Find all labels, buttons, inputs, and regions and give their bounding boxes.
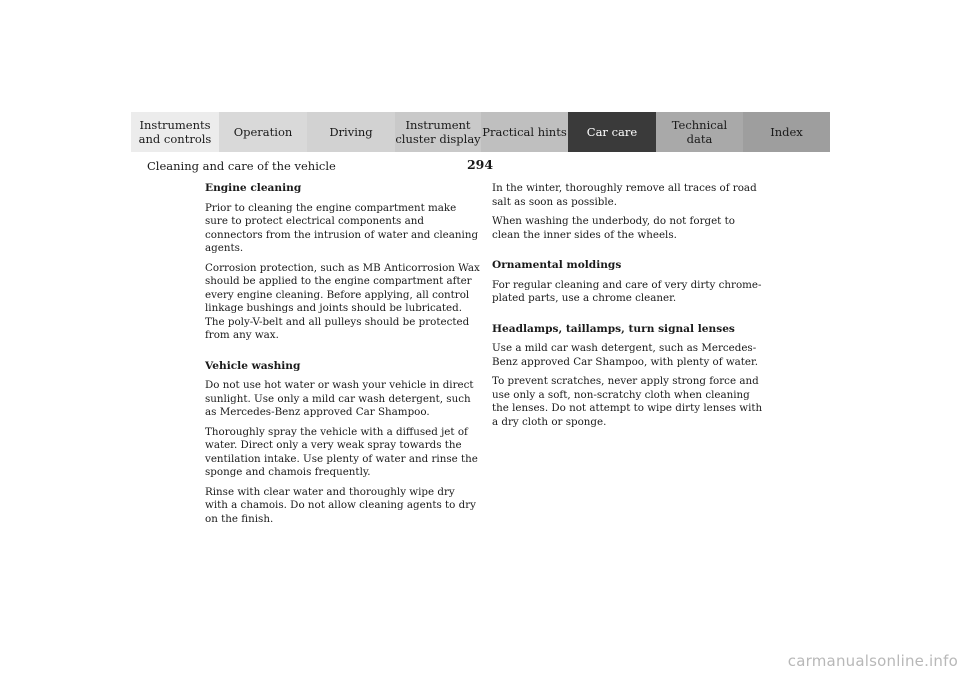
- tab-label: Driving: [329, 125, 373, 139]
- right-text-column: [492, 182, 764, 435]
- watermark: carmanualsonline.info: [787, 652, 958, 670]
- tab-label-line1: Instrument: [405, 118, 471, 132]
- tab-practical-hints[interactable]: [481, 112, 568, 152]
- tab-car-care[interactable]: [568, 112, 656, 152]
- tab-label: Car care: [586, 125, 638, 139]
- paragraph: To prevent scratches, never apply strong force and use only a soft, non-scratchy cloth when cleaning the lenses. Do not attempt to wipe dirty lenses with a dry cloth or sponge.: [492, 375, 763, 428]
- tab-label: Operation: [233, 125, 293, 139]
- chapter-tab-bar: [131, 112, 830, 152]
- tab-technical-data[interactable]: [656, 112, 743, 152]
- tab-label: Practical hints: [482, 125, 567, 139]
- engine-cleaning-heading: Engine cleaning: [205, 182, 302, 194]
- lamps-heading: Headlamps, taillamps, turn signal lenses: [492, 322, 735, 335]
- tab-label-line2: cluster display: [395, 132, 481, 146]
- tab-operation[interactable]: [219, 112, 307, 152]
- paragraph: In the winter, thoroughly remove all traces of road salt as soon as possible.: [492, 182, 757, 208]
- paragraph: Rinse with clear water and thoroughly wipe dry with a chamois. Do not allow cleaning agents to dry on the finish.: [205, 485, 476, 525]
- section-title: Cleaning and care of the vehicle: [147, 159, 336, 173]
- paragraph: Prior to cleaning the engine compartment make sure to protect electrical components and connectors from the intrusion of water and cleaning agents.: [205, 201, 479, 254]
- ornamental-moldings-heading: Ornamental moldings: [492, 259, 622, 271]
- tab-driving[interactable]: [307, 112, 395, 152]
- paragraph: Use a mild car wash detergent, such as Mercedes-Benz approved Car Shampoo, with plenty of water.: [492, 342, 759, 368]
- page-number: 294: [466, 157, 494, 172]
- vehicle-washing-heading: Vehicle washing: [205, 359, 301, 372]
- tab-instruments-and-controls[interactable]: [131, 112, 219, 152]
- tab-label-line2: and controls: [138, 132, 212, 146]
- tab-instrument-cluster-display[interactable]: [395, 112, 481, 152]
- tab-index[interactable]: [743, 112, 830, 152]
- paragraph: When washing the underbody, do not forget to clean the inner sides of the wheels.: [492, 215, 735, 241]
- left-text-column: [205, 182, 480, 532]
- paragraph: Thoroughly spray the vehicle with a diffused jet of water. Direct only a very weak spray towards the ventilation intake. Use plenty of water and rinse the sponge and chamois frequently.: [205, 425, 478, 478]
- tab-label-line2: data: [686, 132, 713, 146]
- paragraph: Do not use hot water or wash your vehicle in direct sunlight. Use only a mild car wash detergent, such as Mercedes-Benz approved Car Shampoo.: [205, 379, 474, 418]
- tab-label-line1: Technical: [671, 118, 728, 132]
- tab-label: Index: [770, 125, 803, 139]
- tab-label-line1: Instruments: [139, 118, 211, 132]
- paragraph: For regular cleaning and care of very dirty chrome-plated parts, use a chrome cleaner.: [492, 278, 762, 304]
- paragraph: Corrosion protection, such as MB Anticorrosion Wax should be applied to the engine compartment after every engine cleaning. Before applying, all control linkage bushings and joints should be lubricated. The poly-V-belt and all pulleys should be protected from any wax.: [205, 261, 480, 341]
